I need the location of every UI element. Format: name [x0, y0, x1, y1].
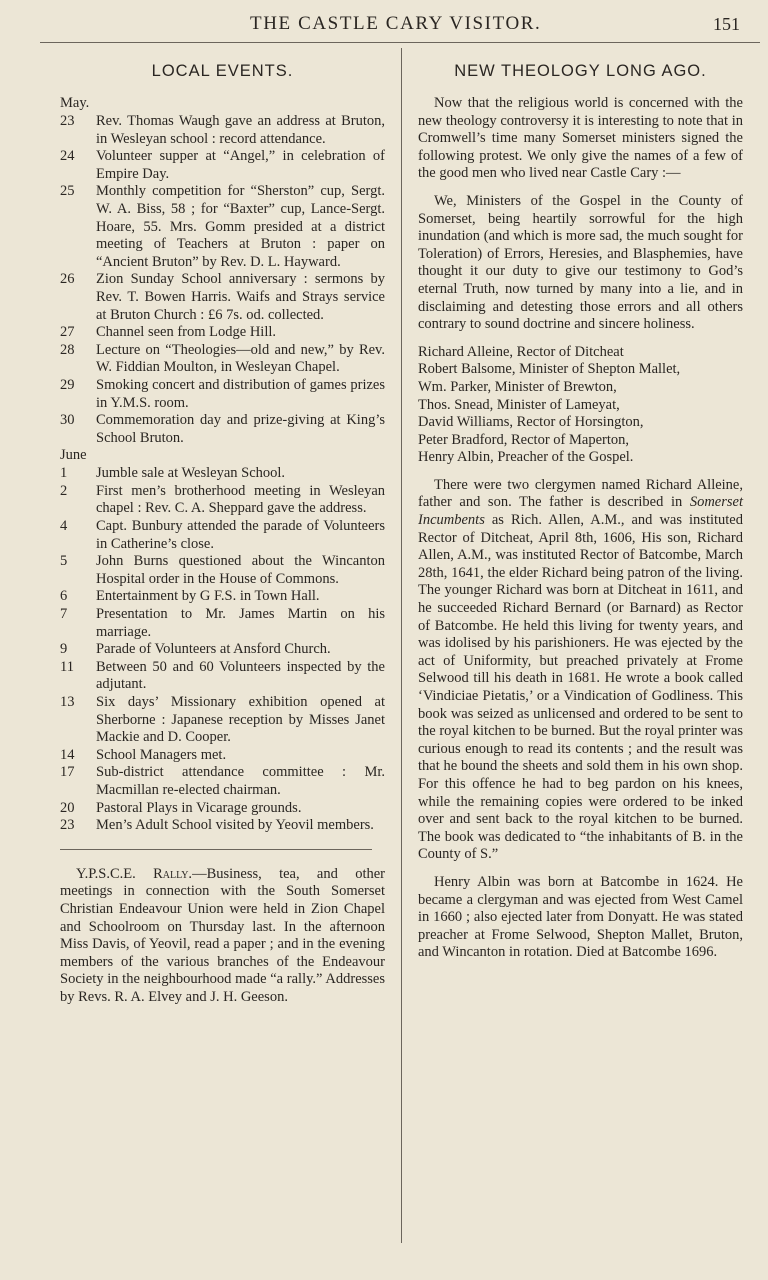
- event-day: 23: [60, 113, 75, 129]
- signatory: Peter Bradford, Rector of Maperton,: [418, 431, 629, 448]
- event-text: Monthly competition for “Sherston” cup, Sergt. W. A. Biss, 58 ; for “Baxter” cup, Lance-Sergt. Hoare, 55. Mrs. Gomm presided at a district meeting of Teachers at Bruton : paper on “Ancient Bruton” by Rev. D. L. Hayward.: [96, 183, 385, 270]
- event-item: [60, 764, 385, 799]
- book-title-citation: Somerset Incumbents: [418, 494, 743, 529]
- event-item: [60, 694, 385, 747]
- event-day: 26: [60, 271, 75, 288]
- event-text: Smoking concert and distribution of games prizes in Y.M.S. room.: [96, 376, 385, 411]
- event-day: 20: [60, 799, 75, 816]
- alleine-text-start: There were two clergymen named Richard Alleine, father and son. The father is described in: [418, 476, 743, 511]
- signatory: Wm. Parker, Minister of Brewton,: [418, 378, 617, 395]
- event-list: [60, 465, 385, 834]
- event-item: [60, 324, 385, 342]
- signatory: David Williams, Rector of Horsington,: [418, 414, 644, 431]
- event-text: Channel seen from Lodge Hill.: [96, 324, 276, 341]
- column-rule: [401, 48, 402, 1243]
- event-text: School Managers met.: [96, 746, 227, 763]
- month-block-june: [60, 447, 385, 834]
- event-text: Between 50 and 60 Volunteers inspected by the adjutant.: [96, 658, 385, 693]
- signatory: Robert Balsome, Minister of Shepton Mallet,: [418, 361, 681, 378]
- event-day: 9: [60, 641, 68, 658]
- event-text: Capt. Bunbury attended the parade of Volunteers in Catherine’s close.: [96, 518, 385, 552]
- ypsce-rally-body: —Business, tea, and other meetings in connection with the South Somerset Christian Endeavour Union were held in Zion Chapel and Schoolroom on Thursday last. In the afternoon Miss Davis, of Yeovil, read a paper ; and in the evening members of the various branches of the Endeavour Society in the neighbourhood made “a rally.” Addresses by Revs. R. A. Elvey and J. H. Geeson.: [60, 865, 385, 1005]
- event-text: Sub-district attendance committee : Mr. Macmillan re-elected chairman.: [96, 764, 385, 798]
- signatory-list: [418, 344, 743, 467]
- section-divider: [60, 849, 372, 850]
- event-day: 11: [60, 658, 74, 675]
- event-day: 6: [60, 588, 68, 605]
- event-item: [60, 817, 385, 835]
- event-item: [60, 465, 385, 483]
- event-text: First men’s brotherhood meeting in Wesleyan chapel : Rev. C. A. Sheppard gave the address.: [96, 482, 385, 517]
- right-column: [418, 60, 743, 972]
- event-day: 24: [60, 148, 75, 165]
- event-day: 13: [60, 694, 75, 710]
- event-day: 4: [60, 518, 68, 535]
- event-text: Rev. Thomas Waugh gave an address at Bruton, in Wesleyan school : record attendance.: [96, 113, 385, 147]
- ypsce-rally-paragraph: [60, 866, 385, 1007]
- event-text: Six days’ Missionary exhibition opened at Sherborne : Japanese reception by Misses Janet Mackie and D. Cooper.: [96, 694, 385, 746]
- event-day: 25: [60, 183, 75, 200]
- event-day: 7: [60, 606, 68, 623]
- event-day: 14: [60, 746, 75, 763]
- alleine-paragraph: [418, 477, 743, 864]
- event-text: Commemoration day and prize-giving at King’s School Bruton.: [96, 412, 385, 446]
- event-day: 1: [60, 465, 68, 482]
- event-text: Presentation to Mr. James Martin on his marriage.: [96, 606, 385, 640]
- month-block-may: [60, 95, 385, 447]
- event-text: Parade of Volunteers at Ansford Church.: [96, 641, 331, 658]
- event-item: [60, 271, 385, 324]
- event-text: Jumble sale at Wesleyan School.: [96, 465, 286, 482]
- event-item: [60, 483, 385, 518]
- event-item: [60, 377, 385, 412]
- intro-paragraph: Now that the religious world is concerned with the new theology controversy it is interesting to note that in Cromwell’s time many Somerset ministers signed the following protest. We only give the names of a few of the good men who lived near Castle Cary :—: [418, 95, 743, 182]
- alleine-text-rest: as Rich. Allen, A.M., and was instituted Rector of Ditcheat, April 8th, 1606, His son, Richard Allen, A.M., was instituted Rector of Batcombe, March 28th, 1641, the elder Richard being patron of the living. The younger Richard was born at Ditcheat in 1611, and he succeeded Richard Bernard (or Barnard) as Rector of Batcombe. He held this living for twenty years, and was idolised by his parishioners. He was ejected by the act of Uniformity, but preached privately at Frome Selwood till his death in 1681. He wrote a book called ‘Vindiciae Pietatis,’ or a Vindication of Godliness. This book was seized as unlicensed and ordered to be sent to the royal kitchen to be burned. But the royal printer was curious enough to read its contents ; and the result was that he bound the sheets and sold them in his own shop. For this offence he had to beg pardon on his knees, while the remaining copies were ordered to be inked over and sent back to the royal kitchen to be burned. The book was dedicated to “the inhabitants of B. in the County of S.”: [418, 512, 743, 863]
- running-head: [0, 11, 768, 39]
- event-item: [60, 659, 385, 694]
- event-item: [60, 342, 385, 377]
- event-text: Lecture on “Theologies—old and new,” by Rev. W. Fiddian Moulton, in Wesleyan Chapel.: [96, 341, 385, 376]
- new-theology-title: NEW THEOLOGY LONG AGO.: [454, 62, 707, 80]
- event-item: [60, 800, 385, 818]
- signatory: Thos. Snead, Minister of Lameyat,: [418, 396, 620, 413]
- publication-title: THE CASTLE CARY VISITOR.: [250, 13, 542, 34]
- event-day: 27: [60, 324, 75, 341]
- event-item: [60, 183, 385, 271]
- ypsce-rally-heading: Y.P.S.C.E. Rally.: [76, 865, 193, 882]
- event-day: 5: [60, 553, 68, 570]
- event-day: 23: [60, 817, 75, 834]
- signatory: Richard Alleine, Rector of Ditcheat: [418, 343, 624, 360]
- event-text: Zion Sunday School anniversary : sermons by Rev. T. Bowen Harris. Waifs and Strays service at Bruton Church : £6 7s. od. collected.: [96, 271, 385, 323]
- header-rule: [40, 42, 760, 43]
- month-label: June: [60, 447, 87, 464]
- event-text: Pastoral Plays in Vicarage grounds.: [96, 799, 302, 816]
- event-item: [60, 113, 385, 148]
- event-item: [60, 412, 385, 447]
- local-events-title: LOCAL EVENTS.: [151, 62, 294, 80]
- page-number: 151: [713, 14, 740, 34]
- signatory: Henry Albin, Preacher of the Gospel.: [418, 449, 634, 466]
- event-text: Entertainment by G F.S. in Town Hall.: [96, 588, 320, 605]
- event-item: [60, 747, 385, 765]
- protest-paragraph: We, Ministers of the Gospel in the County of Somerset, being heartily sorrowful for the high inundation (and which is more sad, the much sought for Toleration) of Errors, Heresies, and Blasphemies, have thought it our duty to give our testimony to God’s eternal Truth, now turned by many into a lie, and in disclaiming and detesting those errors and all others contrary to sound doctrine and sincere holiness.: [418, 192, 743, 333]
- event-day: 29: [60, 376, 75, 393]
- event-item: [60, 148, 385, 183]
- month-label: May.: [60, 95, 90, 111]
- event-item: [60, 606, 385, 641]
- event-text: Men’s Adult School visited by Yeovil members.: [96, 817, 374, 834]
- event-day: 2: [60, 482, 68, 499]
- albin-paragraph: Henry Albin was born at Batcombe in 1624. He became a clergyman and was ejected from West Camel in 1660 ; also ejected later from Donyatt. He was stated preacher at Frome Selwood, Shepton Mallet, Bruton, and Wincanton in rotation. Died at Batcombe 1696.: [418, 873, 743, 961]
- event-item: [60, 518, 385, 553]
- event-item: [60, 641, 385, 659]
- event-text: Volunteer supper at “Angel,” in celebration of Empire Day.: [96, 148, 385, 182]
- event-item: [60, 553, 385, 588]
- event-day: 17: [60, 764, 75, 781]
- event-day: 28: [60, 341, 75, 358]
- event-day: 30: [60, 412, 75, 429]
- left-column: [60, 60, 385, 1017]
- event-list: [60, 113, 385, 447]
- event-item: [60, 588, 385, 606]
- event-text: John Burns questioned about the Wincanton Hospital order in the House of Commons.: [96, 553, 385, 587]
